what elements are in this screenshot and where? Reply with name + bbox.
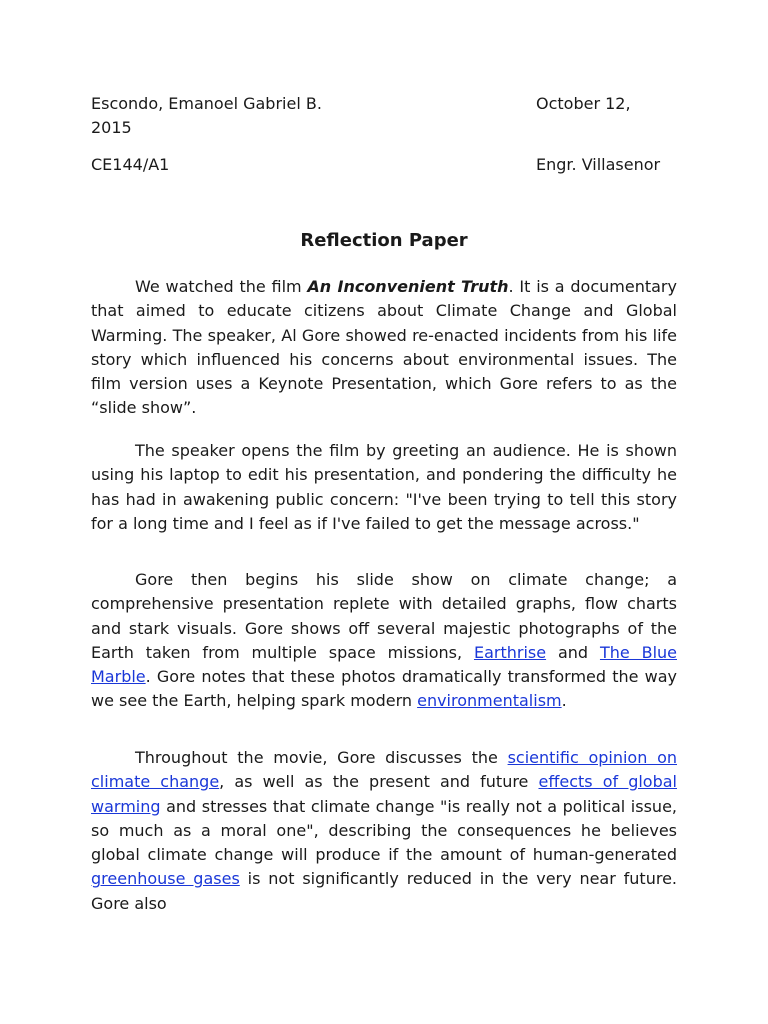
paragraph-4-text-a: Throughout the movie, Gore discusses the <box>135 748 508 767</box>
paragraph-1-text-a: We watched the film <box>135 277 308 296</box>
paragraph-3-text-b: and <box>546 642 600 662</box>
author-name: Escondo, Emanoel Gabriel B. <box>91 94 322 113</box>
link-environmentalism[interactable]: environmentalism <box>417 691 562 711</box>
paragraph-1 <box>91 275 677 421</box>
paragraph-2 <box>91 439 677 536</box>
paragraph-4 <box>91 746 677 916</box>
paragraph-4-text-b: , as well as the present and future <box>219 772 539 792</box>
course-code: CE144/A1 <box>91 155 170 174</box>
paragraph-3-text-d: . <box>561 691 567 711</box>
link-effects-global-warming[interactable]: effects of global warming <box>91 772 677 816</box>
date-line-1: October 12, <box>536 94 631 113</box>
paper-title: Reflection Paper <box>300 230 468 251</box>
link-blue-marble[interactable]: The Blue Marble <box>91 642 677 687</box>
date-line-2: 2015 <box>91 118 132 137</box>
paragraph-1-text-b: . It is a documentary that aimed to educate citizens about Climate Change and Global Warming. The speaker, Al Gore showed re-enacted incidents from his life story which influenced his concerns about environmental issues. The film version uses a Keynote Presentation, which Gore refers to as the “slide show”. <box>91 277 677 418</box>
paragraph-3-text-a: Gore then begins his slide show on climate change; a comprehensive presentation replete with detailed graphs, flow charts and stark visuals. Gore shows off several majestic photographs of the Earth taken from multiple space missions, <box>91 570 677 662</box>
paragraph-3-text-c: . Gore notes that these photos dramatically transformed the way we see the Earth, helping spark modern <box>91 667 677 711</box>
film-title: An Inconvenient Truth <box>307 277 509 296</box>
paragraph-4-text-c: and stresses that climate change "is really not a political issue, so much as a moral one", describing the consequences he believes global climate change will produce if the amount of human-generated <box>91 796 677 865</box>
paragraph-4-text-d: is not significantly reduced in the very near future. Gore also <box>91 869 677 913</box>
link-greenhouse-gases[interactable]: greenhouse gases <box>91 869 240 889</box>
paragraph-2-text: The speaker opens the film by greeting an audience. He is shown using his laptop to edit his presentation, and pondering the difficulty he has had in awakening public concern: "I've been trying to tell this story for a long time and I feel as if I've failed to get the message across." <box>91 441 677 533</box>
link-scientific-opinion[interactable]: scientific opinion on climate change <box>91 748 677 792</box>
instructor-name: Engr. Villasenor <box>536 155 661 174</box>
paragraph-3 <box>91 568 677 714</box>
link-earthrise[interactable]: Earthrise <box>473 642 547 662</box>
